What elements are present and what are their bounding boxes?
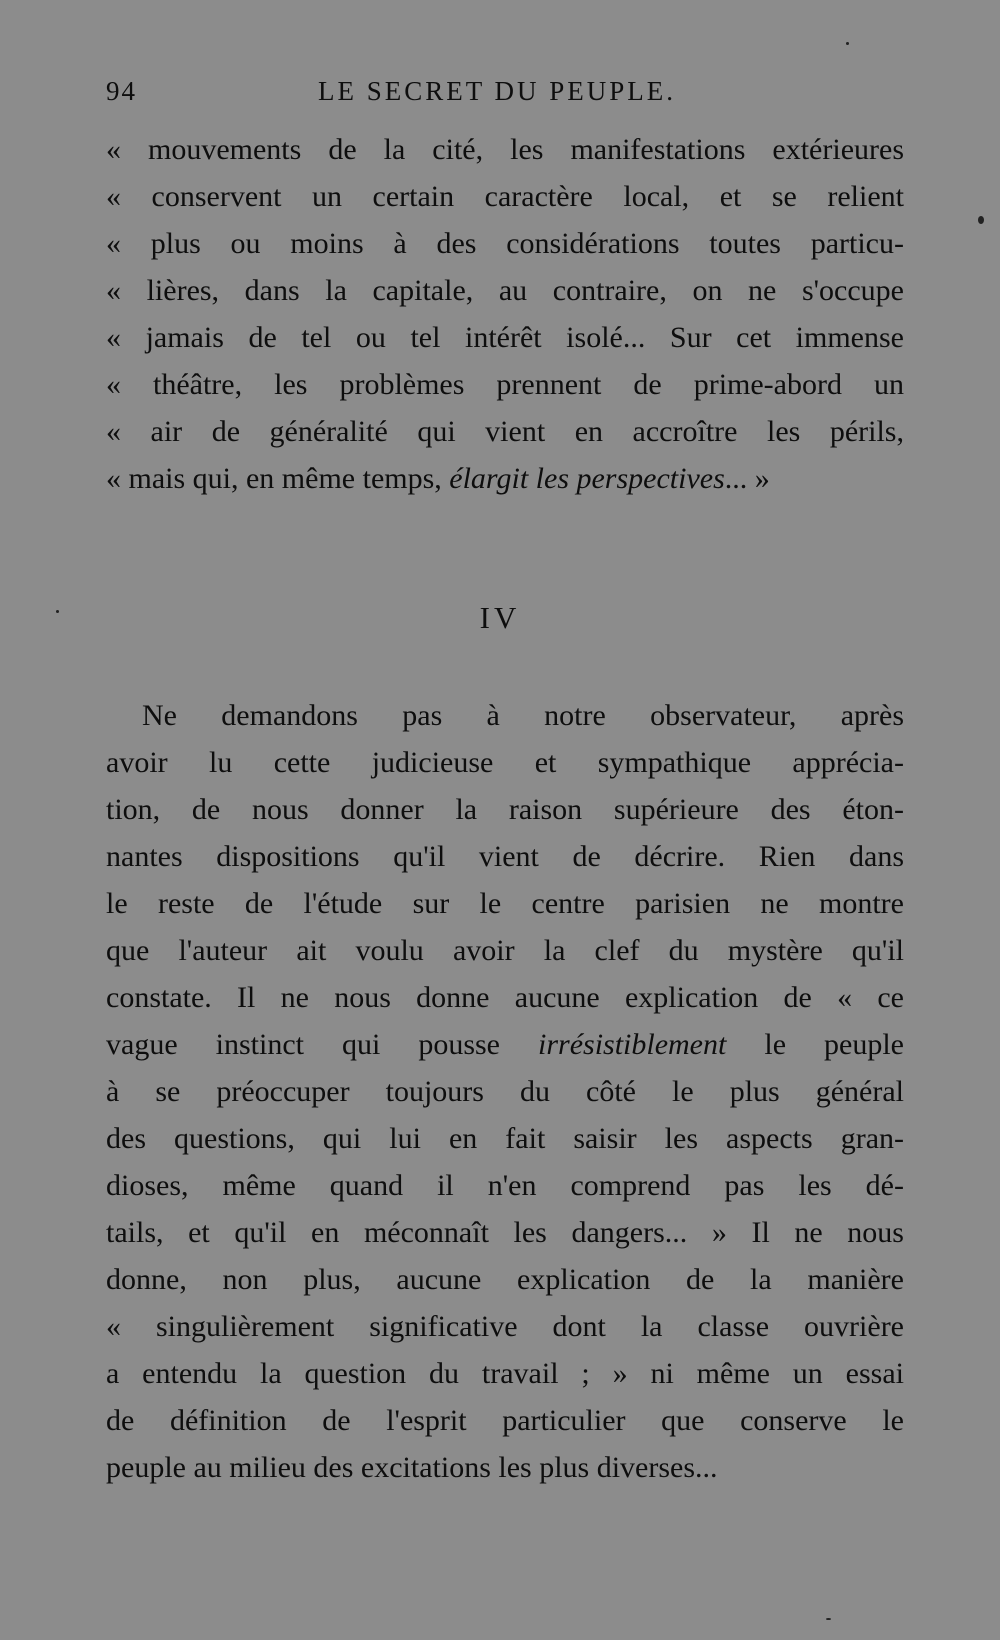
page-number: 94 [106, 76, 137, 106]
body-line: à se préoccuper toujours du côté le plus général [106, 1075, 904, 1108]
italic-emphasis: irrésistiblement [538, 1028, 727, 1061]
body-line: de définition de l'esprit particulier que conserve le [106, 1404, 904, 1437]
scan-speck [978, 216, 984, 224]
body-line: Ne demandons pas à notre observateur, après [142, 699, 904, 732]
body-line: des questions, qui lui en fait saisir les aspects gran- [106, 1122, 904, 1155]
quote-line: « jamais de tel ou tel intérêt isolé... Sur cet immense [106, 321, 904, 354]
body-line: que l'auteur ait voulu avoir la clef du mystère qu'il [106, 934, 904, 967]
running-title: LE SECRET DU PEUPLE. [318, 76, 677, 106]
body-line: donne, non plus, aucune explication de la manière [106, 1263, 904, 1296]
scan-speck [56, 610, 59, 613]
body-line: le reste de l'étude sur le centre parisien ne montre [106, 887, 904, 920]
body-line: nantes dispositions qu'il vient de décrire. Rien dans [106, 840, 904, 873]
body-line: tion, de nous donner la raison supérieure des éton- [106, 793, 904, 826]
quote-line: « théâtre, les problèmes prennent de prime-abord un [106, 368, 904, 401]
quote-line: « conservent un certain caractère local, et se relient [106, 180, 904, 213]
quote-line-text: « mais qui, en même temps, [106, 462, 450, 495]
quote-line [106, 457, 904, 501]
scan-speck [826, 1618, 831, 1620]
quote-line: « plus ou moins à des considérations toutes particu- [106, 227, 904, 260]
body-line: tails, et qu'il en méconnaît les dangers... » Il ne nous [106, 1216, 904, 1249]
body-line-text: le peuple [726, 1028, 904, 1061]
body-line: peuple au milieu des excitations les plus diverses... [106, 1451, 718, 1484]
quote-line: « mouvements de la cité, les manifestations extérieures [106, 133, 904, 166]
body-line: a entendu la question du travail ; » ni même un essai [106, 1357, 904, 1390]
italic-emphasis: élargit les perspectives [449, 462, 725, 495]
scan-speck [846, 42, 849, 45]
running-head [106, 76, 902, 116]
quote-line: « air de généralité qui vient en accroître les périls, [106, 415, 904, 448]
quote-line-text: ... » [724, 462, 770, 495]
body-line: « singulièrement significative dont la classe ouvrière [106, 1310, 904, 1343]
body-line [106, 1023, 904, 1067]
body-line: constate. Il ne nous donne aucune explication de « ce [106, 981, 904, 1014]
body-line: dioses, même quand il n'en comprend pas les dé- [106, 1169, 904, 1202]
section-heading: IV [479, 600, 521, 635]
quote-line: « lières, dans la capitale, au contraire, on ne s'occupe [106, 274, 904, 307]
body-line-text: vague instinct qui pousse [106, 1028, 539, 1061]
body-line: avoir lu cette judicieuse et sympathique apprécia- [106, 746, 904, 779]
